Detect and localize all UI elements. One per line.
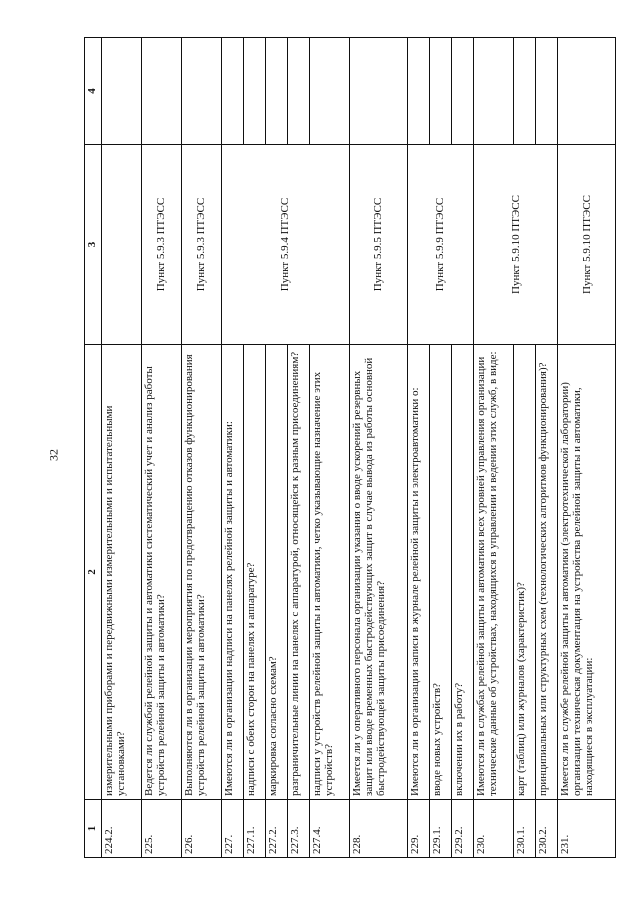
row-number: 227.4. — [310, 800, 350, 858]
row-reference: Пункт 5.9.9 ПТЭСС — [407, 145, 473, 345]
table-row — [558, 38, 616, 858]
row-number: 228. — [350, 800, 408, 858]
row-note — [407, 38, 429, 145]
header-row — [85, 38, 102, 858]
row-note — [429, 38, 451, 145]
row-number: 230.1. — [513, 800, 535, 858]
row-note — [265, 38, 287, 145]
row-number: 224.2. — [102, 800, 142, 858]
row-note — [181, 38, 221, 145]
row-number: 227.1. — [243, 800, 265, 858]
checklist-table-rotated — [84, 38, 616, 858]
row-question: Выполняются ли в организации мероприятия по предотвращению отказов функционирования устройств релейной защиты и автоматики? — [181, 345, 221, 800]
row-question: карт (таблиц) или журналов (характеристик)? — [513, 345, 535, 800]
row-note — [310, 38, 350, 145]
page-number: 32 — [46, 449, 61, 461]
row-question: включении их в работу? — [451, 345, 473, 800]
row-question: принципиальных или структурных схем (технологических алгоритмов функционирования)? — [536, 345, 558, 800]
row-question: Ведется ли службой релейной защиты и автоматики систематический учет и анализ работы устройств релейной защиты и автоматики? — [141, 345, 181, 800]
row-reference: Пункт 5.9.10 ПТЭСС — [558, 145, 616, 345]
header-col-2: 2 — [85, 345, 102, 800]
row-question: вводе новых устройств? — [429, 345, 451, 800]
row-number: 229.1. — [429, 800, 451, 858]
row-number: 227.3. — [288, 800, 310, 858]
row-question: надписи с обеих сторон на панелях и аппаратуре? — [243, 345, 265, 800]
row-note — [513, 38, 535, 145]
table-row — [102, 38, 142, 858]
row-note — [474, 38, 514, 145]
row-note — [536, 38, 558, 145]
header-col-3: 3 — [85, 145, 102, 345]
row-note — [243, 38, 265, 145]
row-note — [288, 38, 310, 145]
table-row — [181, 38, 221, 858]
row-number: 229.2. — [451, 800, 473, 858]
row-reference — [102, 145, 142, 345]
header-col-4: 4 — [85, 38, 102, 145]
row-note — [451, 38, 473, 145]
table-row — [407, 38, 429, 858]
row-number: 231. — [558, 800, 616, 858]
row-number: 227. — [221, 800, 243, 858]
row-number: 230. — [474, 800, 514, 858]
row-question: разграничительные линии на панелях с аппаратурой, относящейся к разным присоединениям? — [288, 345, 310, 800]
row-note — [221, 38, 243, 145]
row-question: Имеется ли в службе релейной защиты и автоматики (электротехнической лаборатории) организации техническая документация на устройства релейной защиты и автоматики, находящиеся в эксплуатации: — [558, 345, 616, 800]
row-number: 227.2. — [265, 800, 287, 858]
row-reference: Пункт 5.9.3 ПТЭСС — [181, 145, 221, 345]
row-question: Имеются ли в организации записи в журнале релейной защиты и электроавтоматики о: — [407, 345, 429, 800]
row-reference: Пункт 5.9.5 ПТЭСС — [350, 145, 408, 345]
row-number: 226. — [181, 800, 221, 858]
header-col-1: 1 — [85, 800, 102, 858]
row-note — [102, 38, 142, 145]
table-row — [221, 38, 243, 858]
row-number: 230.2. — [536, 800, 558, 858]
row-number: 225. — [141, 800, 181, 858]
row-note — [141, 38, 181, 145]
row-question: маркировка согласно схемам? — [265, 345, 287, 800]
table-row — [350, 38, 408, 858]
row-note — [558, 38, 616, 145]
row-question: Имеется ли у оперативного персонала организации указания о вводе ускорений резервных защит или вводе временных быстродействующих защит в случае вывода из работы основной быстродействующей защиты присоединения? — [350, 345, 408, 800]
table-row — [141, 38, 181, 858]
row-question: надписи у устройств релейной защиты и автоматики, четко указывающие назначение этих устройств? — [310, 345, 350, 800]
row-number: 229. — [407, 800, 429, 858]
row-reference: Пункт 5.9.3 ПТЭСС — [141, 145, 181, 345]
row-reference: Пункт 5.9.4 ПТЭСС — [221, 145, 349, 345]
row-question: измерительными приборами и передвижными измерительными и испытательными установками? — [102, 345, 142, 800]
row-question: Имеются ли в службах релейной защиты и автоматики всех уровней управления организации технические данные об устройствах, находящихся в управлении и ведении этих служб, в виде: — [474, 345, 514, 800]
row-note — [350, 38, 408, 145]
row-question: Имеются ли в организации надписи на панелях релейной защиты и автоматики: — [221, 345, 243, 800]
row-reference: Пункт 5.9.10 ПТЭСС — [474, 145, 558, 345]
table-row — [474, 38, 514, 858]
checklist-table — [84, 37, 616, 858]
